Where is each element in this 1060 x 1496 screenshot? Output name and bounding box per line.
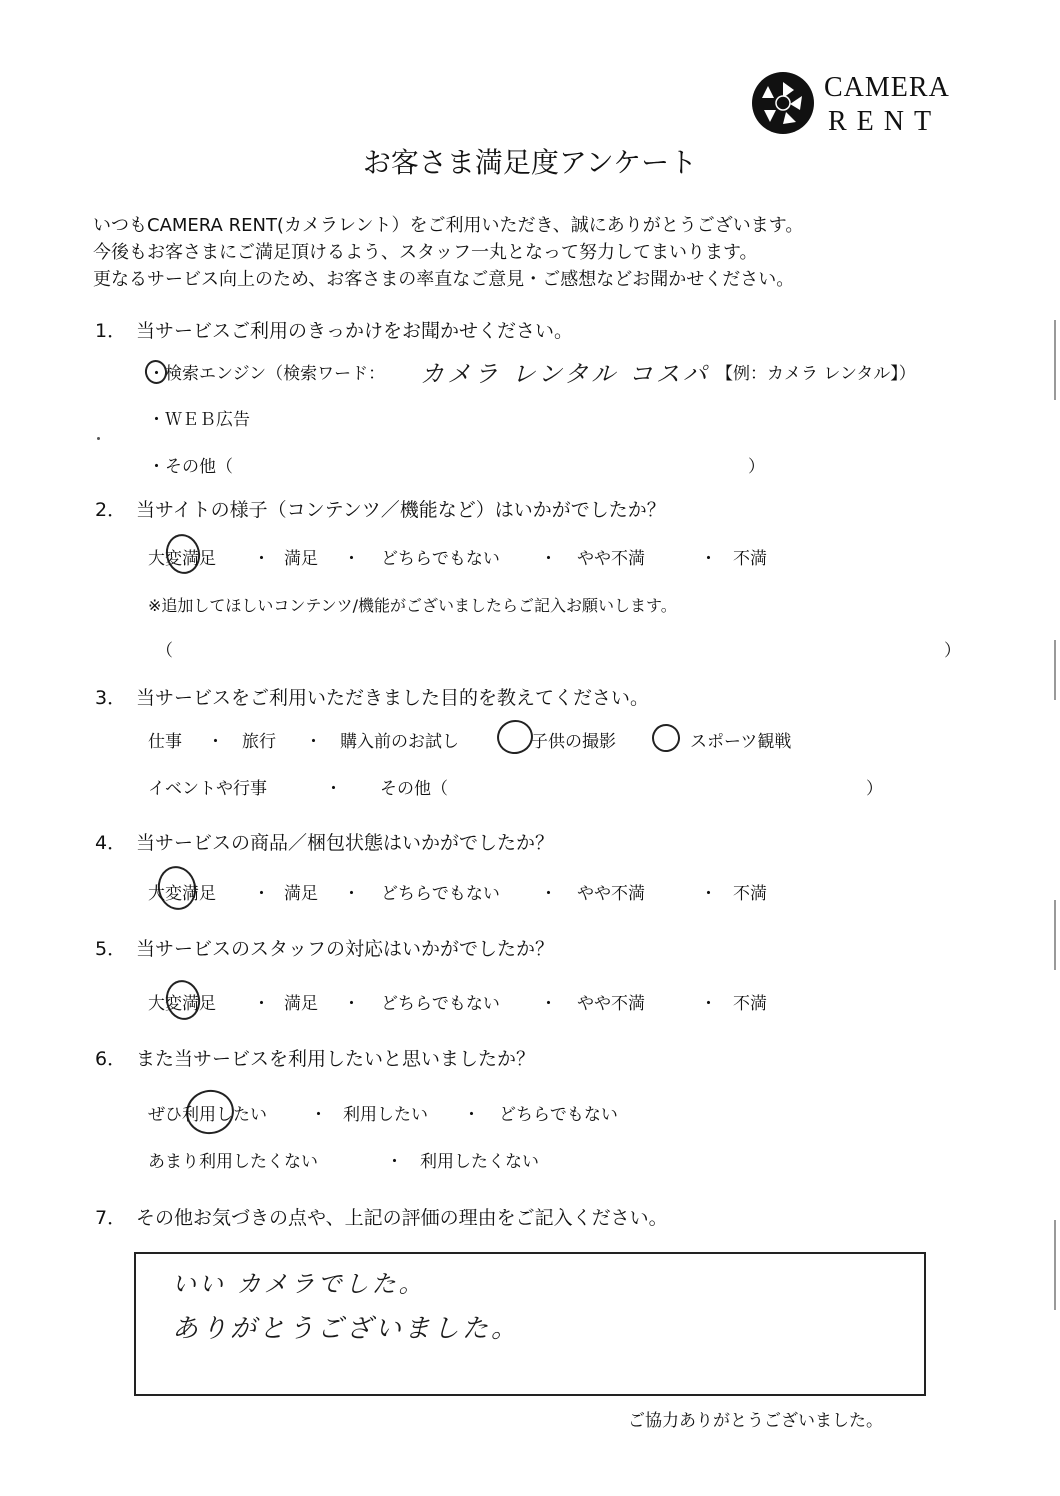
q3-option-work: 仕事: [148, 732, 182, 752]
separator: ・: [540, 994, 557, 1014]
q1-search-word-answer: カメラ レンタル コスパ: [420, 360, 710, 388]
comment-box[interactable]: [134, 1252, 926, 1396]
scan-edge-mark: [1054, 1220, 1056, 1310]
q3-option-trial: 購入前のお試し: [340, 732, 459, 752]
q3-option-other: その他（: [380, 779, 448, 799]
q5-option-satisfied: 満足: [284, 994, 318, 1014]
answer-circle-mark: [649, 721, 682, 754]
q2-option-dissatisfied: 不満: [733, 549, 767, 569]
separator: ・: [305, 732, 322, 752]
q4-option-slightly-dissatisfied: やや不満: [577, 884, 645, 904]
q5-option-neutral: どちらでもない: [381, 994, 500, 1014]
separator: ・: [325, 779, 342, 799]
q6-option-definitely: ぜひ利用したい: [148, 1105, 267, 1125]
q4-option-neutral: どちらでもない: [381, 884, 500, 904]
q3-option-sports: スポーツ観戦: [690, 732, 792, 752]
intro-line-3: 更なるサービス向上のため、お客さまの率直なご意見・ご感想などお聞かせください。: [93, 269, 795, 290]
q2-close-paren: ）: [944, 641, 961, 661]
q3-option-other-close: ）: [866, 779, 883, 799]
q5-option-very-satisfied: 大変満足: [148, 994, 216, 1014]
q6-option-neutral: どちらでもない: [499, 1105, 618, 1125]
separator: ・: [463, 1105, 480, 1125]
q4-option-dissatisfied: 不満: [733, 884, 767, 904]
q3-option-children-photo: 子供の撮影: [531, 732, 616, 752]
answer-circle-mark: [494, 717, 536, 758]
footer-thanks: ご協力ありがとうございました。: [628, 1411, 883, 1431]
question-6-number: 6．: [95, 1048, 127, 1070]
scan-speck: [97, 437, 100, 440]
separator: ・: [343, 884, 360, 904]
separator: ・: [207, 732, 224, 752]
question-5-text: 当サービスのスタッフの対応はいかがでしたか？: [136, 938, 555, 960]
separator: ・: [700, 549, 717, 569]
separator: ・: [253, 884, 270, 904]
question-1-text: 当サービスご利用のきっかけをお聞かせください。: [136, 320, 574, 342]
q5-option-slightly-dissatisfied: やや不満: [577, 994, 645, 1014]
q4-option-satisfied: 満足: [284, 884, 318, 904]
q3-option-travel: 旅行: [242, 732, 276, 752]
page-title: お客さま満足度アンケート: [362, 146, 698, 179]
separator: ・: [700, 994, 717, 1014]
q2-option-satisfied: 満足: [284, 549, 318, 569]
separator: ・: [253, 994, 270, 1014]
question-3-number: 3．: [95, 687, 127, 709]
question-4-text: 当サービスの商品／梱包状態はいかがでしたか？: [136, 832, 555, 854]
scan-edge-mark: [1054, 900, 1056, 970]
question-3-text: 当サービスをご利用いただきました目的を教えてください。: [136, 687, 650, 709]
separator: ・: [343, 994, 360, 1014]
q1-option-web-ad: ・ＷＥＢ広告: [148, 410, 250, 430]
question-2-number: 2．: [95, 499, 127, 521]
question-5-number: 5．: [95, 938, 127, 960]
q4-option-very-satisfied: 大変満足: [148, 884, 216, 904]
scan-edge-mark: [1054, 320, 1056, 400]
logo-text-camera: CAMERA: [824, 72, 950, 103]
comment-answer-line-2: ありがとうございました。: [172, 1314, 521, 1344]
camera-rent-logo: [750, 68, 950, 140]
question-7-number: 7．: [95, 1207, 127, 1229]
q1-example: 【例：カメラ レンタル】）: [716, 364, 916, 384]
aperture-icon: [750, 70, 816, 136]
q2-open-paren: （: [156, 641, 173, 661]
separator: ・: [343, 549, 360, 569]
separator: ・: [310, 1105, 327, 1125]
q2-option-neutral: どちらでもない: [381, 549, 500, 569]
separator: ・: [386, 1152, 403, 1172]
logo-text-rent: RENT: [828, 106, 942, 137]
comment-answer-line-1: いい カメラでした。: [172, 1270, 426, 1298]
q2-option-slightly-dissatisfied: やや不満: [577, 549, 645, 569]
q6-option-no: 利用したくない: [420, 1152, 539, 1172]
separator: ・: [253, 549, 270, 569]
q6-option-yes: 利用したい: [343, 1105, 428, 1125]
intro-line-1: いつもCAMERA RENT(カメラレント）をご利用いただき、誠にありがとうございます。: [93, 215, 804, 236]
q2-option-very-satisfied: 大変満足: [148, 549, 216, 569]
separator: ・: [540, 884, 557, 904]
q6-option-not-really: あまり利用したくない: [148, 1152, 318, 1172]
question-7-text: その他お気づきの点や、上記の評価の理由をご記入ください。: [136, 1207, 668, 1229]
q3-option-events: イベントや行事: [148, 779, 267, 799]
question-1-number: 1．: [95, 320, 127, 342]
question-2-text: 当サイトの様子（コンテンツ／機能など）はいかがでしたか？: [136, 499, 666, 521]
question-6-text: また当サービスを利用したいと思いましたか？: [136, 1048, 536, 1070]
q1-option-other: ・その他（: [148, 457, 233, 477]
q1-option-search-engine: ・検索エンジン（検索ワード：: [148, 364, 386, 384]
question-4-number: 4．: [95, 832, 127, 854]
separator: ・: [540, 549, 557, 569]
q1-option-other-close: ）: [748, 457, 765, 477]
separator: ・: [700, 884, 717, 904]
q5-option-dissatisfied: 不満: [733, 994, 767, 1014]
scan-edge-mark: [1054, 640, 1056, 700]
intro-line-2: 今後もお客さまにご満足頂けるよう、スタッフ一丸となって努力してまいります。: [93, 242, 758, 263]
q2-note: ※追加してほしいコンテンツ/機能がございましたらご記入お願いします。: [148, 596, 677, 615]
